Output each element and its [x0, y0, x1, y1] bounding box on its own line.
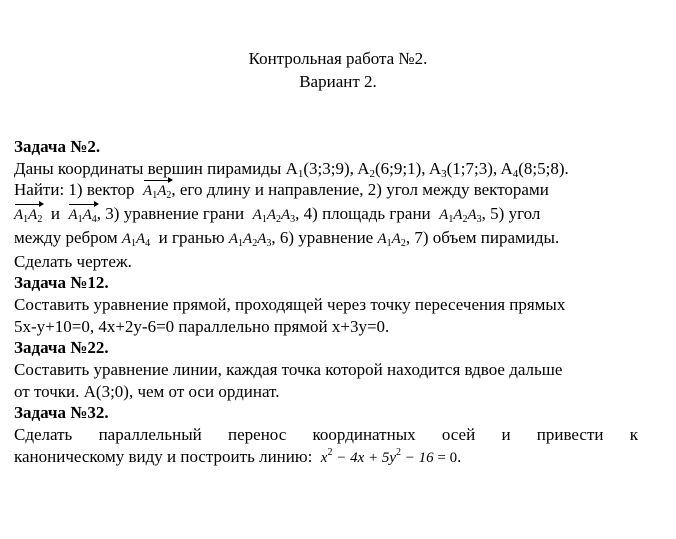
task-32-line-2: каноническому виду и построить линию: $x^2 - 4x + 5y^2 - 16 = 0$. — [14, 446, 462, 466]
task-22-line-1: Составить уравнение линии, каждая точка которой находится вдвое дальше — [14, 360, 563, 380]
task-32-heading: Задача №32. — [14, 403, 109, 423]
edge-a1a4-formula: $A_1A_4$ — [121, 230, 151, 249]
task-list — [14, 136, 638, 470]
face-a1a2a3-formula-3: $A_1A_2A_3$ — [228, 230, 272, 249]
task-2-line-4: между ребром $A_1A_4$ и гранью $A_1A_2A_3$, 6) уравнение $A_1A_2$, 7) объем пирамиды. — [14, 227, 560, 249]
title-line-2: Вариант 2. — [299, 72, 377, 91]
vector-a1a2-formula: $A_1A_2$ — [143, 183, 172, 202]
face-a1a2a3-formula: $A_1A_2A_3$ — [252, 207, 296, 226]
task-2-line-1: Даны координаты вершин пирамиды A1(3;3;9), A2(6;9;1), A3(1;7;3), A4(8;5;8). — [14, 158, 569, 180]
line-a1a2-formula: $A_1A_2$ — [377, 230, 406, 249]
curve-equation-formula: $x^2 - 4x + 5y^2 - 16 = 0$ — [320, 446, 458, 466]
task-22-heading: Задача №22. — [14, 338, 109, 358]
task-2-line-3: $A_1A_2$ и $A_1A_4$, 3) уравнение грани $A_1A_2A_3$, 4) площадь грани $A_1A_2A_3$, 5) угол — [14, 204, 541, 226]
title-line-1: Контрольная работа №2. — [248, 49, 428, 68]
task-12-line-2: 5x-y+10=0, 4x+2y-6=0 параллельно прямой x+3y=0. — [14, 316, 390, 336]
task-2-heading: Задача №2. — [14, 137, 101, 156]
vector-a1a2-formula-2: $A_1A_2$ — [14, 207, 43, 226]
task-2-line-2: Найти: 1) вектор $A_1A_2$, его длину и направление, 2) угол между векторами — [14, 180, 549, 202]
task-32-line-1: Сделать параллельный перенос координатных осей и привести к — [14, 425, 638, 445]
task-2-line-5: Сделать чертеж. — [14, 251, 132, 271]
face-a1a2a3-formula-2: $A_1A_2A_3$ — [439, 207, 482, 226]
vector-a1a4-formula: $A_1A_4$ — [68, 207, 97, 226]
task-22-line-2: от точки. A(3;0), чем от оси ординат. — [14, 381, 280, 401]
task-12-heading: Задача №12. — [14, 273, 109, 293]
task-12-line-1: Составить уравнение прямой, проходящей через точку пересечения прямых — [14, 294, 566, 314]
